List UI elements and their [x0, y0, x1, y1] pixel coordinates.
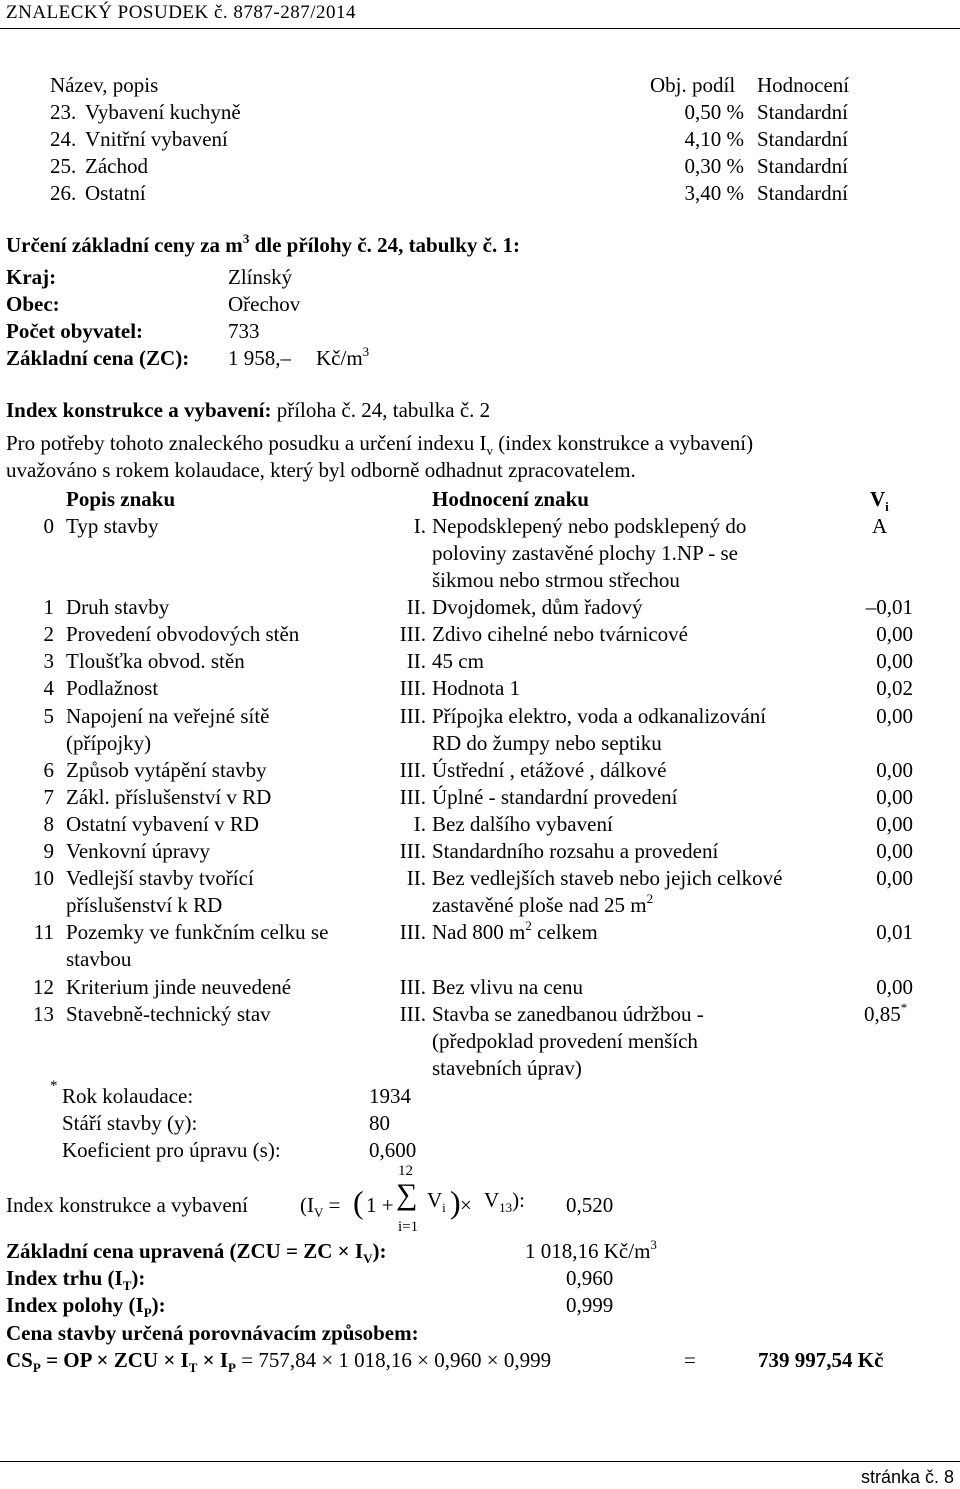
row-popis: Napojení na veřejné sítě: [66, 704, 270, 728]
row-popis-cont: příslušenství k RD: [66, 893, 223, 917]
csp-formula: $CS_P$ = OP × ZCU × $I_T \times I_P = 757,84 \times 1$ 018,16 × 0,960 × 0,999: [6, 1348, 552, 1376]
row-vi: 0,00: [876, 704, 913, 728]
equipment-share: 0,30 %: [684, 154, 744, 178]
row-popis: Venkovní úpravy: [66, 839, 211, 863]
row-hodnoceni: Nepodsklepený nebo podsklepený do: [432, 514, 747, 538]
row-hodnoceni: Úplné - standardní provedení: [432, 785, 678, 809]
row-vi: 0,00: [876, 785, 913, 809]
formula-open-paren: (: [353, 1184, 364, 1220]
row-hodnoceni-cont: poloviny zastavěné plochy 1.NP - se: [432, 541, 738, 565]
formula-iv: ($I_V$ =: [300, 1193, 341, 1221]
zc-unit: $Kč/m^3$: [316, 344, 370, 370]
zcu-label: Základní cena upravená (ZCU = ZC × $I_V$):: [6, 1239, 387, 1267]
row-vi: 0,00: [876, 839, 913, 863]
row-class: III.: [399, 920, 426, 944]
row-popis-cont: (přípojky): [66, 731, 152, 755]
csp-result: 739 997,54 Kč: [758, 1348, 884, 1372]
row-class: III.: [399, 676, 426, 700]
row-class: III.: [399, 1002, 426, 1026]
row-popis: Podlažnost: [66, 676, 159, 700]
row-hodnoceni: Zdivo cihelné nebo tvárnicové: [432, 622, 688, 646]
row-vi: 0,00: [876, 622, 913, 646]
page-number: stránka č. 8: [860, 1467, 954, 1487]
row-vi: 0,00: [876, 812, 913, 836]
row-class: II.: [406, 649, 426, 673]
row-class: III.: [399, 839, 426, 863]
formula-sigma-top: 12: [398, 1163, 413, 1179]
document-header: ZNALECKÝ POSUDEK č. 8787-287/2014: [6, 2, 357, 23]
zc-value: 1 958,–: [228, 346, 291, 370]
row-hodnoceni-cont: zastavěné ploše nad 25 $m^2$: [432, 891, 654, 917]
equipment-num: 26.: [50, 181, 77, 205]
stari-value: 80: [369, 1111, 390, 1135]
zc-label: Základní cena (ZC):: [6, 346, 190, 370]
row-popis: Stavebně-technický stav: [66, 1002, 271, 1026]
index-paragraph-line-1: Pro potřeby tohoto znaleckého posudku a určení indexu $I_v$ (index konstrukce a vybavení): [6, 431, 754, 459]
row-class: I.: [413, 812, 426, 836]
col-header-share: Obj. podíl: [650, 73, 736, 97]
row-hodnoceni: Nad 800 $m^2$ celkem: [432, 918, 598, 944]
base-price-heading: Určení základní ceny za $m^3$ dle přílohy č. 24, tabulky č. 1:: [6, 231, 520, 257]
row-num: 1: [43, 595, 54, 619]
row-num: 0: [43, 514, 54, 538]
row-vi: 0,00: [876, 649, 913, 673]
row-hodnoceni: Stavba se zanedbanou údržbou -: [432, 1002, 704, 1026]
row-vi: 0,85*: [864, 1000, 908, 1026]
header-rule: [0, 28, 960, 29]
koef-value: 0,600: [369, 1138, 417, 1162]
col-hodnoceni-znaku: Hodnocení znaku: [432, 487, 589, 511]
equipment-name: Vybavení kuchyně: [85, 100, 241, 124]
row-popis: Provedení obvodových stěn: [66, 622, 300, 646]
row-vi: 0,00: [876, 866, 913, 890]
row-popis: Typ stavby: [66, 514, 159, 538]
row-popis: Zákl. příslušenství v RD: [66, 785, 272, 809]
row-popis: Vedlejší stavby tvořící: [66, 866, 254, 890]
ip-value: 0,999: [566, 1293, 614, 1317]
sigma-icon: ∑: [396, 1178, 418, 1211]
equipment-share: 3,40 %: [684, 181, 744, 205]
col-header-name: Název, popis: [50, 73, 159, 97]
ip-label: Index polohy $(I_P)$:: [6, 1293, 166, 1321]
equipment-name: Vnitřní vybavení: [85, 127, 228, 151]
row-num: 5: [43, 704, 54, 728]
equipment-share: 0,50 %: [684, 100, 744, 124]
row-num: 4: [43, 676, 54, 700]
equipment-rating: Standardní: [757, 154, 848, 178]
row-num: 6: [43, 758, 54, 782]
row-hodnoceni-cont: (předpoklad provedení menších: [432, 1029, 698, 1053]
csp-equals: =: [684, 1348, 696, 1372]
row-class: III.: [399, 785, 426, 809]
row-num: 2: [43, 622, 54, 646]
row-popis-cont: stavbou: [66, 947, 132, 971]
row-num: 12: [33, 975, 54, 999]
row-class: II.: [406, 595, 426, 619]
equipment-num: 23.: [50, 100, 77, 124]
row-popis: Tloušťka obvod. stěn: [66, 649, 245, 673]
kraj-label: Kraj:: [6, 265, 57, 289]
equipment-rating: Standardní: [757, 127, 848, 151]
row-hodnoceni: Přípojka elektro, voda a odkanalizování: [432, 704, 767, 728]
row-hodnoceni: Standardního rozsahu a provedení: [432, 839, 719, 863]
col-header-rating: Hodnocení: [757, 73, 850, 97]
pocet-value: 733: [228, 319, 260, 343]
row-vi: A: [872, 514, 888, 538]
rok-value: 1934: [369, 1084, 411, 1108]
row-hodnoceni: Ústřední , etážové , dálkové: [432, 758, 667, 782]
col-vi: $V_i$: [870, 487, 889, 515]
row-vi: 0,01: [876, 920, 913, 944]
footer-rule: [0, 1461, 960, 1462]
row-class: III.: [399, 622, 426, 646]
row-hodnoceni: Bez dalšího vybavení: [432, 812, 613, 836]
formula-close-paren: ): [450, 1184, 461, 1220]
pocet-label: Počet obyvatel:: [6, 319, 144, 343]
row-hodnoceni: 45 cm: [432, 649, 484, 673]
formula-sigma-bottom: i=1: [398, 1219, 419, 1235]
equipment-share: 4,10 %: [684, 127, 744, 151]
row-num: 9: [43, 839, 54, 863]
row-num: 3: [43, 649, 54, 673]
row-popis: Ostatní vybavení v RD: [66, 812, 260, 836]
row-vi: 0,00: [876, 758, 913, 782]
row-class: I.: [413, 514, 426, 538]
row-hodnoceni: Bez vlivu na cenu: [432, 975, 584, 999]
row-class: III.: [399, 975, 426, 999]
formula-label: Index konstrukce a vybavení: [6, 1193, 249, 1217]
cena-label: Cena stavby určená porovnávacím způsobem:: [6, 1321, 419, 1345]
row-hodnoceni: Dvojdomek, dům řadový: [432, 595, 643, 619]
equipment-name: Záchod: [85, 154, 148, 178]
row-class: II.: [406, 866, 426, 890]
obec-label: Obec:: [6, 292, 60, 316]
row-popis: Druh stavby: [66, 595, 170, 619]
it-value: 0,960: [566, 1266, 614, 1290]
row-vi: –0,01: [865, 595, 913, 619]
equipment-rating: Standardní: [757, 100, 848, 124]
formula-times: ×: [460, 1193, 472, 1217]
col-popis-znaku: Popis znaku: [66, 487, 176, 511]
row-vi: 0,00: [876, 975, 913, 999]
row-hodnoceni: Hodnota 1: [432, 676, 521, 700]
formula-vi: $V_i$: [427, 1188, 446, 1216]
row-hodnoceni-cont: stavebních úprav): [432, 1056, 582, 1080]
row-hodnoceni: Bez vedlejších staveb nebo jejich celkové: [432, 866, 783, 890]
row-vi: 0,02: [876, 676, 913, 700]
row-num: 10: [33, 866, 54, 890]
row-class: III.: [399, 704, 426, 728]
equipment-num: 25.: [50, 154, 77, 178]
equipment-num: 24.: [50, 127, 77, 151]
row-hodnoceni-cont: RD do žumpy nebo septiku: [432, 731, 662, 755]
index-heading: Index konstrukce a vybavení: příloha č. 24, tabulka č. 2: [6, 398, 491, 422]
row-popis: Způsob vytápění stavby: [66, 758, 267, 782]
equipment-rating: Standardní: [757, 181, 848, 205]
formula-one: 1 +: [366, 1193, 394, 1217]
rok-label: Rok kolaudace:: [62, 1084, 194, 1108]
row-hodnoceni-cont: šikmou nebo strmou střechou: [432, 568, 680, 592]
kraj-value: Zlínský: [228, 265, 293, 289]
zcu-value: 1 018,16 $Kč/m^3$: [525, 1237, 657, 1263]
stari-label: Stáří stavby (y):: [62, 1111, 198, 1135]
formula-v13: $V_{13}$):: [484, 1188, 525, 1216]
it-label: Index trhu $(I_T)$:: [6, 1266, 146, 1294]
age-star: *: [50, 1078, 58, 1094]
obec-value: Ořechov: [228, 292, 301, 316]
koef-label: Koeficient pro úpravu (s):: [62, 1138, 281, 1162]
row-popis: Pozemky ve funkčním celku se: [66, 920, 329, 944]
row-class: III.: [399, 758, 426, 782]
row-num: 13: [33, 1002, 54, 1026]
row-num: 7: [43, 785, 54, 809]
index-paragraph-line-2: uvažováno s rokem kolaudace, který byl odborně odhadnut zpracovatelem.: [6, 458, 636, 482]
row-popis: Kriterium jinde neuvedené: [66, 975, 292, 999]
row-num: 8: [43, 812, 54, 836]
equipment-name: Ostatní: [85, 181, 146, 205]
formula-value: 0,520: [566, 1193, 614, 1217]
row-num: 11: [33, 920, 54, 944]
